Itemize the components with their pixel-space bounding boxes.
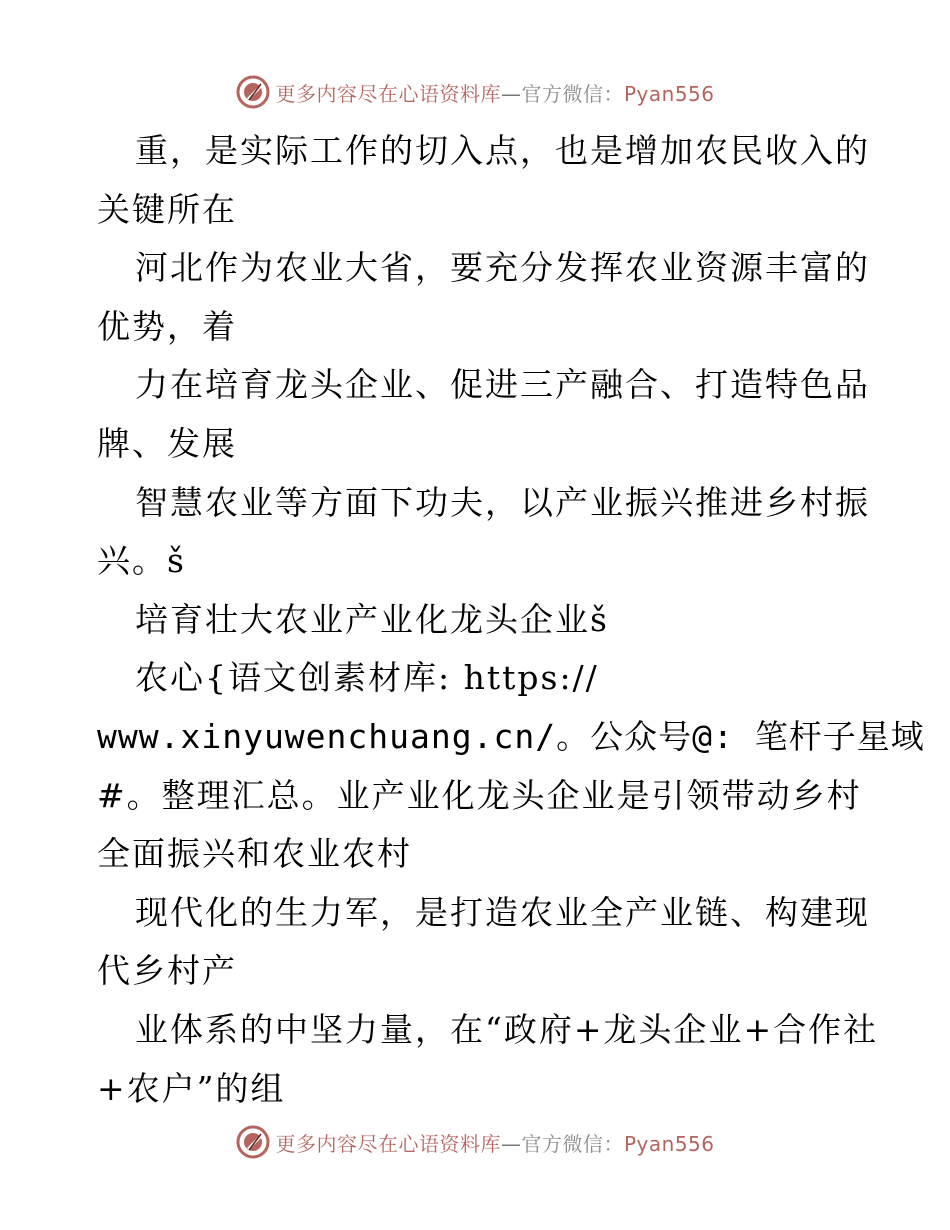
body-line: 智慧农业等方面下功夫，以产业振兴推进乡村振	[135, 482, 870, 522]
body-line: 重，是实际工作的切入点，也是增加农民收入的	[135, 131, 870, 170]
body-line: 农心{语文创素材库: https://	[135, 658, 599, 698]
body-line: 业体系的中坚力量，在“政府+龙头企业+合作社	[135, 1009, 879, 1049]
footer-banner	[0, 1120, 950, 1164]
header-wechat-label: 官方微信：	[521, 81, 624, 106]
body-line: 全面振兴和农业农村	[97, 834, 412, 874]
footer-dash: —	[500, 1131, 522, 1156]
body-line: 优势，着	[97, 306, 237, 346]
brand-logo-icon	[235, 1124, 271, 1160]
header-banner	[0, 70, 950, 114]
body-line: 兴。š	[97, 541, 186, 581]
body-line: 培育壮大农业产业化龙头企业š	[135, 599, 609, 639]
footer-wechat-label: 官方微信：	[521, 1131, 624, 1156]
body-line: 代乡村产	[97, 951, 237, 991]
footer-brand-text: 更多内容尽在心语资料库	[275, 1131, 501, 1156]
body-line: 河北作为农业大省，要充分发挥农业资源丰富的	[135, 248, 870, 288]
body-line: 牌、发展	[97, 423, 237, 463]
body-line: +农户”的组	[97, 1068, 286, 1108]
body-line: 现代化的生力军，是打造农业全产业链、构建现	[135, 892, 870, 932]
body-line: #。整理汇总。业产业化龙头企业是引领带动乡村	[97, 775, 862, 815]
body-line-url: www.xinyuwenchuang.cn/。公众号@: 笔杆子星域	[97, 716, 925, 756]
body-line: 力在培育龙头企业、促进三产融合、打造特色品	[135, 365, 870, 405]
body-line: 关键所在	[97, 189, 237, 229]
header-dash: —	[500, 81, 522, 106]
header-brand-text: 更多内容尽在心语资料库	[275, 81, 501, 106]
document-body	[97, 122, 925, 1118]
brand-logo-icon	[235, 74, 271, 110]
footer-wechat-id: Pyan556	[623, 1131, 715, 1156]
header-wechat-id: Pyan556	[623, 81, 715, 106]
